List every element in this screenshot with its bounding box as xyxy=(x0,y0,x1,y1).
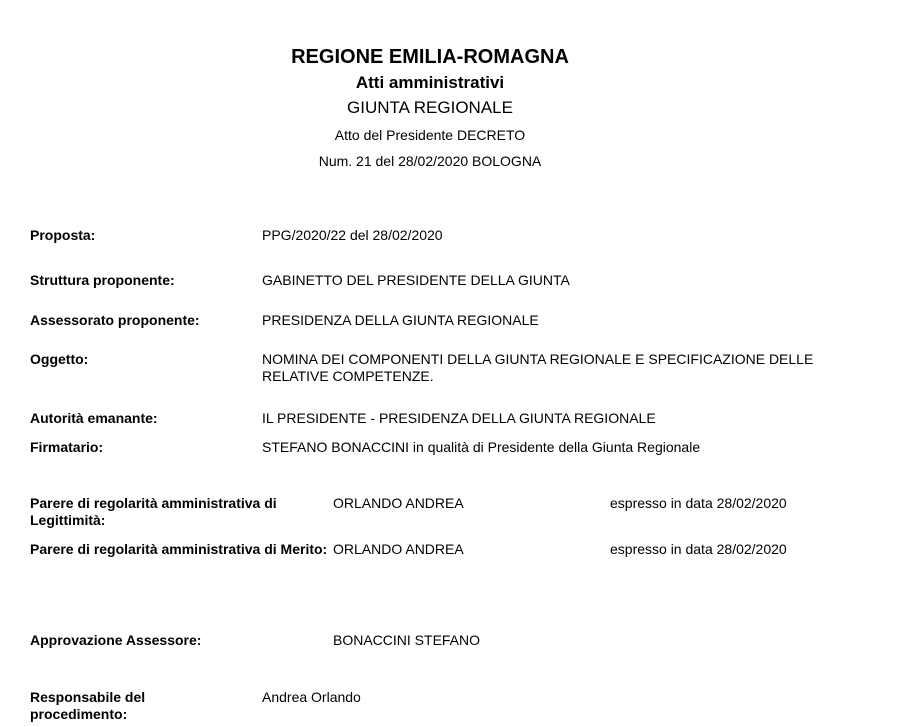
field-value: STEFANO BONACCINI in qualità di Presidente della Giunta Regionale xyxy=(262,439,701,455)
field-value: GABINETTO DEL PRESIDENTE DELLA GIUNTA xyxy=(262,272,570,288)
parere-date: espresso in data 28/02/2020 xyxy=(610,541,787,557)
region-title: REGIONE EMILIA-ROMAGNA xyxy=(291,46,569,68)
field-label: Autorità emanante: xyxy=(30,410,158,426)
parere-label: Parere di regolarità amministrativa di Legittimità: xyxy=(30,495,277,528)
act-number: Num. 21 del 28/02/2020 BOLOGNA xyxy=(318,153,542,169)
field-value: IL PRESIDENTE - PRESIDENZA DELLA GIUNTA REGIONALE xyxy=(262,410,656,426)
field-label: Approvazione Assessore: xyxy=(30,632,202,648)
field-value: PRESIDENZA DELLA GIUNTA REGIONALE xyxy=(262,312,539,328)
field-value: BONACCINI STEFANO xyxy=(333,632,481,648)
doc-subtitle: Atti amministrativi xyxy=(355,73,505,92)
field-label: Responsabile del procedimento: xyxy=(30,689,146,722)
parere-label: Parere di regolarità amministrativa di Merito: xyxy=(30,541,328,557)
field-label: Firmatario: xyxy=(30,439,104,455)
field-value: PPG/2020/22 del 28/02/2020 xyxy=(262,227,443,243)
field-label: Assessorato proponente: xyxy=(30,312,200,328)
field-label: Struttura proponente: xyxy=(30,272,175,288)
field-value: NOMINA DEI COMPONENTI DELLA GIUNTA REGIONALE E SPECIFICAZIONE DELLE RELATIVE COMPETENZE. xyxy=(262,351,814,384)
parere-name: ORLANDO ANDREA xyxy=(333,541,464,557)
body-name: GIUNTA REGIONALE xyxy=(347,98,513,117)
act-type: Atto del Presidente DECRETO xyxy=(334,127,526,143)
field-value: Andrea Orlando xyxy=(262,689,361,705)
field-label: Oggetto: xyxy=(30,351,89,367)
field-label: Proposta: xyxy=(30,227,96,243)
parere-date: espresso in data 28/02/2020 xyxy=(610,495,787,511)
parere-name: ORLANDO ANDREA xyxy=(333,495,464,511)
